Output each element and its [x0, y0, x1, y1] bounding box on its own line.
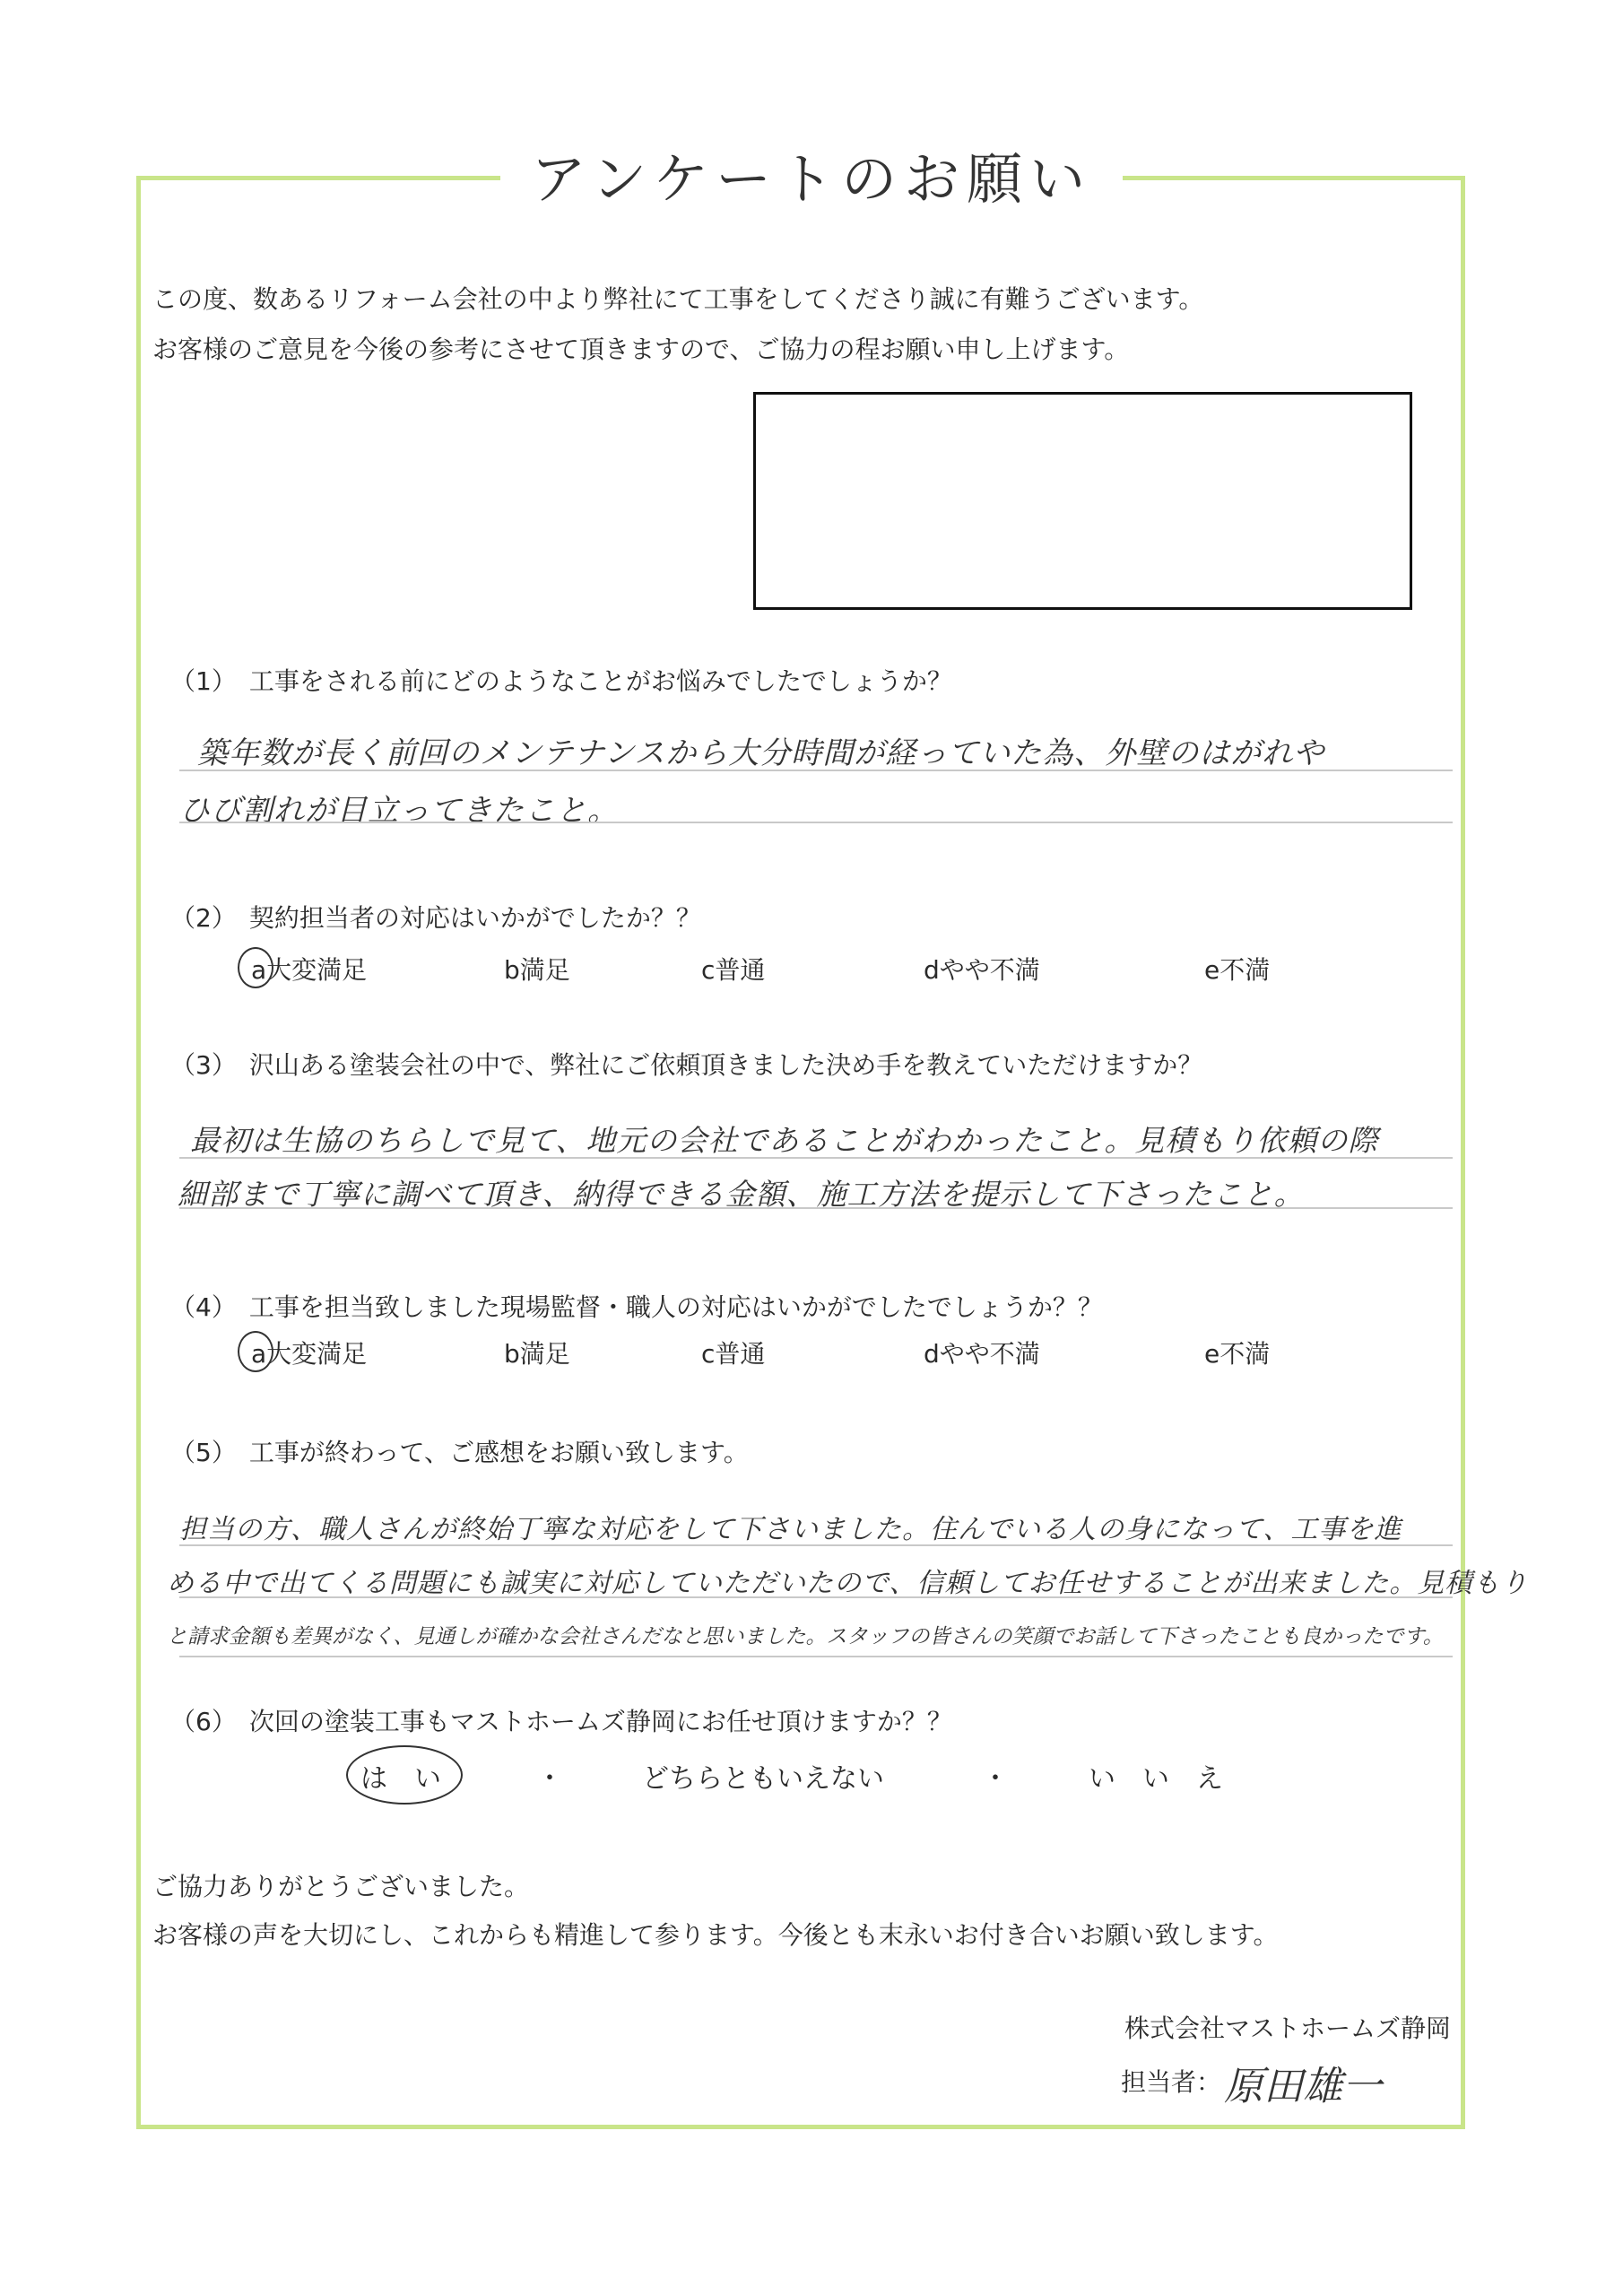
- intro-line-1: この度、数あるリフォーム会社の中より弊社にて工事をしてくださり誠に有難うございます。: [152, 284, 1204, 314]
- question-4: （4） 工事を担当致しました現場監督・職人の対応はいかがでしたでしょうか？？: [170, 1292, 1103, 1322]
- q2-option-c[interactable]: c普通: [701, 955, 766, 985]
- q6-selected-circle: [346, 1745, 463, 1805]
- intro-line-2: お客様のご意見を今後の参考にさせて頂きますので、ご協力の程お願い申し上げます。: [152, 335, 1130, 364]
- answer-5-rule-1: [179, 1544, 1453, 1546]
- answer-5-rule-3: [179, 1656, 1453, 1657]
- question-5: （5） 工事が終わって、ご感想をお願い致します。: [170, 1438, 749, 1467]
- answer-3-rule-2: [179, 1207, 1453, 1209]
- q2-option-d[interactable]: dやや不満: [924, 955, 1040, 985]
- answer-1-rule-1: [179, 770, 1453, 771]
- answer-5-rule-2: [179, 1596, 1453, 1598]
- q2-option-e[interactable]: e不満: [1204, 955, 1271, 985]
- answer-3-line-2: 細部まで丁寧に調べて頂き、納得できる金額、施工方法を提示して下さったこと。: [178, 1177, 1305, 1212]
- question-2: （2） 契約担当者の対応はいかがでしたか？？: [170, 903, 701, 933]
- q6-option-yes[interactable]: は い: [360, 1763, 441, 1795]
- answer-1-rule-2: [179, 822, 1453, 823]
- q6-option-neither[interactable]: どちらともいえない: [642, 1763, 884, 1795]
- q2-option-b[interactable]: b満足: [504, 955, 570, 985]
- question-6: （6） 次回の塗装工事もマストホームズ静岡にお任せ頂けますか？？: [170, 1707, 952, 1736]
- answer-1-line-1: 築年数が長く前回のメンテナンスから大分時間が経っていた為、外壁のはがれや: [197, 735, 1325, 771]
- answer-1-line-2: ひび割れが目立ってきたこと。: [179, 793, 619, 829]
- q4-option-d[interactable]: dやや不満: [924, 1339, 1040, 1369]
- question-1: （1） 工事をされる前にどのようなことがお悩みでしたでしょうか？: [170, 666, 952, 696]
- staff-label: 担当者：: [1121, 2067, 1222, 2097]
- closing-line-2: お客様の声を大切にし、これからも精進して参ります。今後とも末永いお付き合いお願い致します。: [152, 1920, 1279, 1950]
- answer-3-line-1: 最初は生協のちらしで見て、地元の会社であることがわかったこと。見積もり依頼の際: [190, 1123, 1379, 1158]
- question-3: （3） 沢山ある塗装会社の中で、弊社にご依頼頂きました決め手を教えていただけますか？: [170, 1050, 1203, 1080]
- q4-option-b[interactable]: b満足: [504, 1339, 570, 1369]
- q6-separator-1: ・: [536, 1763, 563, 1795]
- closing-line-1: ご協力ありがとうございました。: [152, 1872, 530, 1901]
- staff-signature: 原田雄一: [1224, 2064, 1382, 2109]
- customer-name-box: [753, 392, 1412, 610]
- q4-option-c[interactable]: c普通: [701, 1339, 766, 1369]
- answer-3-rule-1: [179, 1157, 1453, 1159]
- survey-title: アンケートのお願い: [0, 135, 1623, 214]
- company-name: 株式会社マストホームズ静岡: [1124, 2013, 1451, 2043]
- q2-selected-circle: [238, 947, 273, 988]
- q4-selected-circle: [238, 1331, 273, 1372]
- answer-5-line-2: める中で出てくる問題にも誠実に対応していただいたので、信頼してお任せすることが出来ました。見積もり: [167, 1568, 1529, 1599]
- q4-option-e[interactable]: e不満: [1204, 1339, 1271, 1369]
- q2-option-a[interactable]: a大変満足: [251, 955, 368, 985]
- q4-option-a[interactable]: a大変満足: [251, 1339, 368, 1369]
- q6-option-no[interactable]: い い え: [1089, 1763, 1223, 1795]
- answer-5-line-1: 担当の方、職人さんが終始丁寧な対応をして下さいました。住んでいる人の身になって、工事を進: [179, 1514, 1402, 1545]
- answer-5-line-3: と請求金額も差異がなく、見通しが確かな会社さんだなと思いました。スタッフの皆さんの笑顔でお話して下さったことも良かったです。: [167, 1625, 1444, 1648]
- q6-separator-2: ・: [982, 1763, 1009, 1795]
